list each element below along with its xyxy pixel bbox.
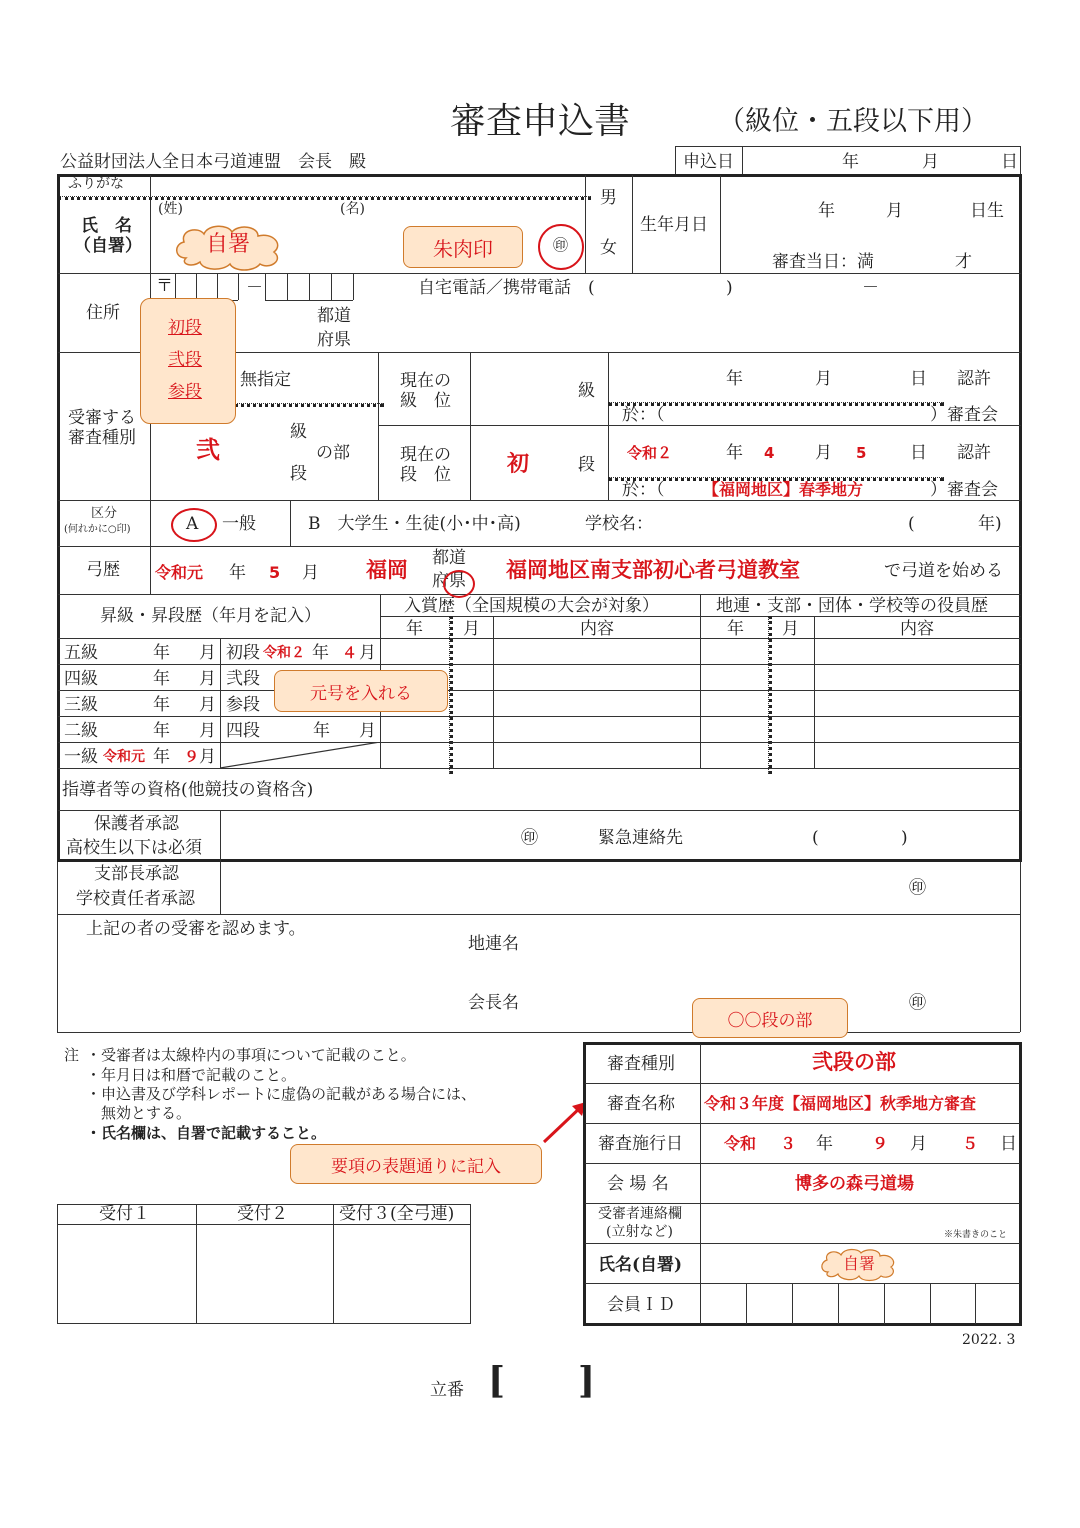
history-start-text: で弓道を始める bbox=[884, 561, 1003, 581]
summary-contact-note: ※朱書きのこと bbox=[944, 1230, 1008, 1240]
awards-content-header: 内容 bbox=[580, 619, 614, 639]
summary-date-month: ９ bbox=[872, 1134, 889, 1153]
gender-female[interactable]: 女 bbox=[600, 238, 617, 258]
history-month-value: 5 bbox=[269, 563, 281, 582]
receipt-1: 受付１ bbox=[99, 1204, 150, 1224]
history-year-label: 年 bbox=[229, 563, 246, 583]
bu-note: 〇〇段の部 bbox=[692, 998, 848, 1038]
branch-label-2: 学校責任者承認 bbox=[76, 889, 195, 909]
category-label: 区分 bbox=[91, 506, 118, 521]
row-kyu-4-month: 月 bbox=[199, 669, 216, 689]
summary-date-label: 審査施行日 bbox=[598, 1134, 683, 1154]
emergency-paren-open: ( bbox=[812, 828, 819, 848]
exam-no-bu: の部 bbox=[316, 443, 350, 463]
awards-year-header: 年 bbox=[406, 619, 423, 639]
apply-date-label: 申込日 bbox=[683, 152, 734, 172]
address-label: 住所 bbox=[86, 303, 120, 323]
school-paren-open: ( bbox=[908, 514, 915, 534]
addressee: 公益財団法人全日本弓道連盟 会長 殿 bbox=[60, 152, 366, 172]
seal-note: 朱肉印 bbox=[403, 226, 523, 268]
roles-month-header: 月 bbox=[782, 619, 799, 639]
row-kyu-1-month-value: ９ bbox=[184, 748, 200, 766]
guardian-seal: ㊞ bbox=[521, 828, 538, 848]
school-grade-close: 年) bbox=[978, 514, 1002, 534]
current-dan-value: 初 bbox=[507, 452, 530, 477]
row-kyu-2-month: 月 bbox=[199, 721, 216, 741]
history-pref-suffix-2: 府県 bbox=[432, 571, 466, 591]
name-label: 氏 名 bbox=[81, 216, 132, 236]
emergency-paren-close: ) bbox=[901, 828, 908, 848]
dan-list-item-1: 初段 bbox=[168, 318, 202, 338]
summary-type-value: 弐段の部 bbox=[812, 1050, 896, 1074]
unspecified-option[interactable]: 無指定 bbox=[240, 370, 291, 390]
kyu-at-label: 於：（ bbox=[622, 405, 665, 425]
row-kyu-3-month: 月 bbox=[199, 695, 216, 715]
row-kyu-1-era: 令和元 bbox=[103, 749, 145, 765]
current-kyu-label-2: 級 位 bbox=[400, 391, 451, 411]
address-pref-1: 都道 bbox=[317, 306, 351, 326]
category-b-text[interactable]: B 大学生・生徒(小･中･高) bbox=[308, 514, 521, 534]
notes-prefix: 注 bbox=[64, 1046, 80, 1064]
age-unit: 才 bbox=[955, 252, 972, 272]
summary-type-label: 審査種別 bbox=[607, 1054, 675, 1074]
category-sublabel: (何れかに○印) bbox=[64, 524, 131, 535]
dan-list-item-3: 参段 bbox=[168, 382, 202, 402]
awards-header: 入賞歴（全国規模の大会が対象） bbox=[404, 596, 659, 616]
note-item-3: ・申込書及び学科レポートに虚偽の記載がある場合には、 bbox=[86, 1085, 477, 1103]
kyu-day-label: 日 bbox=[910, 369, 927, 389]
birth-year-label: 年 bbox=[818, 201, 835, 221]
page-title: 審査申込書 bbox=[450, 101, 631, 142]
row-dan-3: 参段 bbox=[226, 695, 260, 715]
summary-contact-label-2: (立射など) bbox=[606, 1224, 673, 1240]
row-kyu-4: 四級 bbox=[64, 669, 98, 689]
row-kyu-5: 五級 bbox=[64, 643, 98, 663]
note-item-5: ・氏名欄は、自署で記載すること。 bbox=[86, 1124, 327, 1142]
summary-contact-label-1: 受審者連絡欄 bbox=[598, 1206, 682, 1222]
dan-year-label: 年 bbox=[726, 443, 743, 463]
row-kyu-2: 二級 bbox=[64, 721, 98, 741]
dan-date-day: 5 bbox=[856, 444, 867, 462]
birth-day-label: 日生 bbox=[970, 201, 1004, 221]
branch-label-1: 支部長承認 bbox=[94, 864, 179, 884]
row-kyu-5-month: 月 bbox=[199, 643, 216, 663]
roles-content-header: 内容 bbox=[900, 619, 934, 639]
history-month-label: 月 bbox=[302, 563, 319, 583]
row-dan-4: 四段 bbox=[226, 721, 260, 741]
dan-day-label: 日 bbox=[910, 443, 927, 463]
current-dan-label-1: 現在の bbox=[400, 445, 451, 465]
row-dan-1-era: 令和２ bbox=[263, 645, 305, 661]
summary-year-label: 年 bbox=[816, 1134, 833, 1154]
phone-close: ) bbox=[726, 278, 733, 298]
summary-date-year: ３ bbox=[780, 1134, 797, 1153]
history-prefecture: 福岡 bbox=[366, 558, 408, 582]
summary-name-label: 審査名称 bbox=[607, 1094, 675, 1114]
dan-list-item-2: 弐段 bbox=[168, 350, 202, 370]
roles-year-header: 年 bbox=[727, 619, 744, 639]
summary-sign-label: 氏名(自署) bbox=[598, 1255, 683, 1275]
row-kyu-1-month: 月 bbox=[199, 747, 216, 767]
postal-dash: － bbox=[246, 278, 263, 298]
exam-type-label-1: 受審する bbox=[68, 408, 136, 428]
row-dan-1: 初段 bbox=[226, 643, 260, 663]
receipt-3: 受付３(全弓連) bbox=[339, 1204, 455, 1224]
apply-month-label: 月 bbox=[922, 152, 939, 172]
history-pref-suffix-1: 都道 bbox=[432, 548, 466, 568]
exam-dan-unit: 段 bbox=[290, 464, 307, 484]
dan-month-label: 月 bbox=[815, 443, 832, 463]
row-dan-4-year: 年 bbox=[313, 721, 330, 741]
tachiban-bracket-close: ] bbox=[578, 1360, 596, 1402]
row-dan-2: 弐段 bbox=[226, 669, 260, 689]
category-a-text[interactable]: 一般 bbox=[222, 514, 256, 534]
current-kyu-label-1: 現在の bbox=[400, 371, 451, 391]
phone-dash: － bbox=[862, 278, 879, 298]
row-kyu-3-year: 年 bbox=[153, 695, 170, 715]
row-dan-1-month: 月 bbox=[359, 643, 376, 663]
branch-seal: ㊞ bbox=[909, 878, 926, 898]
exam-day-age-label: 審査当日：満 bbox=[772, 252, 874, 272]
emergency-contact-label: 緊急連絡先 bbox=[598, 828, 683, 848]
dan-date-era: 令和２ bbox=[627, 444, 673, 462]
current-dan-unit: 段 bbox=[578, 455, 595, 475]
era-note: 元号を入れる bbox=[274, 670, 448, 712]
summary-date-era: 令和 bbox=[724, 1134, 757, 1153]
furigana-label: ふりがな bbox=[68, 176, 124, 192]
row-kyu-4-year: 年 bbox=[153, 669, 170, 689]
receipt-2: 受付２ bbox=[237, 1204, 288, 1224]
version-label: 2022. 3 bbox=[962, 1332, 1016, 1348]
name-seal: ㊞ bbox=[553, 236, 569, 254]
row-kyu-3: 三級 bbox=[64, 695, 98, 715]
summary-date-day: ５ bbox=[962, 1134, 979, 1153]
apply-year-label: 年 bbox=[842, 152, 859, 172]
apply-day-label: 日 bbox=[1001, 152, 1018, 172]
dan-slash-line bbox=[220, 742, 380, 768]
dan-exam-close: ）審査会 bbox=[930, 480, 998, 500]
row-dan-1-month-value: ４ bbox=[342, 644, 358, 662]
kyu-year-label: 年 bbox=[726, 369, 743, 389]
guardian-label-2: 高校生以下は必須 bbox=[66, 838, 202, 858]
summary-venue-value: 博多の森弓道場 bbox=[795, 1174, 914, 1194]
row-kyu-1-year: 年 bbox=[153, 747, 170, 767]
roles-header: 地連・支部・団体・学校等の役員歴 bbox=[716, 596, 988, 616]
kyu-exam-close: ）審査会 bbox=[930, 405, 998, 425]
guardian-label-1: 保護者承認 bbox=[94, 814, 179, 834]
kyu-approved-label: 認許 bbox=[957, 369, 991, 389]
summary-venue-label: 会 場 名 bbox=[607, 1174, 669, 1194]
qualification-label: 指導者等の資格(他競技の資格含) bbox=[62, 780, 314, 800]
phone-label: 自宅電話／携帯電話 ( bbox=[418, 278, 595, 298]
summary-id-label: 会員ＩＤ bbox=[607, 1295, 675, 1315]
dan-date-month: 4 bbox=[764, 444, 775, 462]
summary-name-value: 令和３年度【福岡地区】秋季地方審査 bbox=[704, 1094, 977, 1113]
row-kyu-1: 一級 bbox=[64, 747, 98, 767]
current-kyu-unit: 級 bbox=[578, 381, 595, 401]
note-item-2: ・年月日は和暦で記載のこと。 bbox=[86, 1066, 297, 1084]
seal-circle bbox=[538, 224, 584, 270]
page-subtitle: （級位・五段以下用） bbox=[718, 106, 988, 137]
row-kyu-5-year: 年 bbox=[153, 643, 170, 663]
title-note: 要項の表題通りに記入 bbox=[290, 1144, 542, 1184]
exam-type-label-2: 審査種別 bbox=[68, 428, 136, 448]
approval-seal: ㊞ bbox=[909, 993, 926, 1013]
note-item-1: ・受審者は太線枠内の事項について記載のこと。 bbox=[86, 1046, 416, 1064]
birthdate-label: 生年月日 bbox=[640, 215, 708, 235]
school-name-label: 学校名： bbox=[585, 514, 653, 534]
name-sublabel: （自署） bbox=[74, 236, 142, 256]
dan-at-label: 於：（ bbox=[622, 480, 665, 500]
address-pref-2: 府県 bbox=[317, 330, 351, 350]
kyu-month-label: 月 bbox=[815, 369, 832, 389]
surname-label: (姓) bbox=[158, 201, 183, 217]
dan-venue: 【福岡地区】春季地方 bbox=[703, 480, 864, 499]
note-item-4: 無効とする。 bbox=[86, 1104, 192, 1122]
selected-exam-grade: 弐 bbox=[196, 436, 220, 464]
self-sign-note: 自署 bbox=[206, 232, 251, 257]
awards-month-header: 月 bbox=[463, 619, 480, 639]
gender-male[interactable]: 男 bbox=[600, 188, 617, 208]
row-dan-1-year: 年 bbox=[312, 643, 329, 663]
row-kyu-2-year: 年 bbox=[153, 721, 170, 741]
category-a-letter[interactable]: A bbox=[186, 514, 199, 534]
row-dan-4-month: 月 bbox=[359, 721, 376, 741]
summary-sign-value: 自署 bbox=[843, 1254, 876, 1273]
summary-month-label: 月 bbox=[910, 1134, 927, 1154]
postal-mark: 〒 bbox=[156, 276, 173, 296]
tachiban-bracket-open: [ bbox=[488, 1360, 506, 1402]
dan-approved-label: 認許 bbox=[957, 443, 991, 463]
approval-text: 上記の者の受審を認めます。 bbox=[86, 919, 306, 939]
history-place: 福岡地区南支部初心者弓道教室 bbox=[506, 558, 800, 582]
federation-label: 地連名 bbox=[468, 934, 519, 954]
history-era: 令和元 bbox=[155, 563, 204, 582]
chair-label: 会長名 bbox=[468, 993, 519, 1013]
promotion-header: 昇級・昇段歴（年月を記入） bbox=[100, 606, 321, 626]
history-label: 弓歴 bbox=[86, 560, 120, 580]
tachiban-label: 立番 bbox=[430, 1380, 464, 1400]
pref-circle bbox=[443, 570, 475, 598]
exam-kyu-unit: 級 bbox=[290, 422, 307, 442]
summary-day-label: 日 bbox=[1000, 1134, 1017, 1154]
birth-month-label: 月 bbox=[886, 201, 903, 221]
given-name-label: (名) bbox=[340, 201, 365, 217]
current-dan-label-2: 段 位 bbox=[400, 465, 451, 485]
